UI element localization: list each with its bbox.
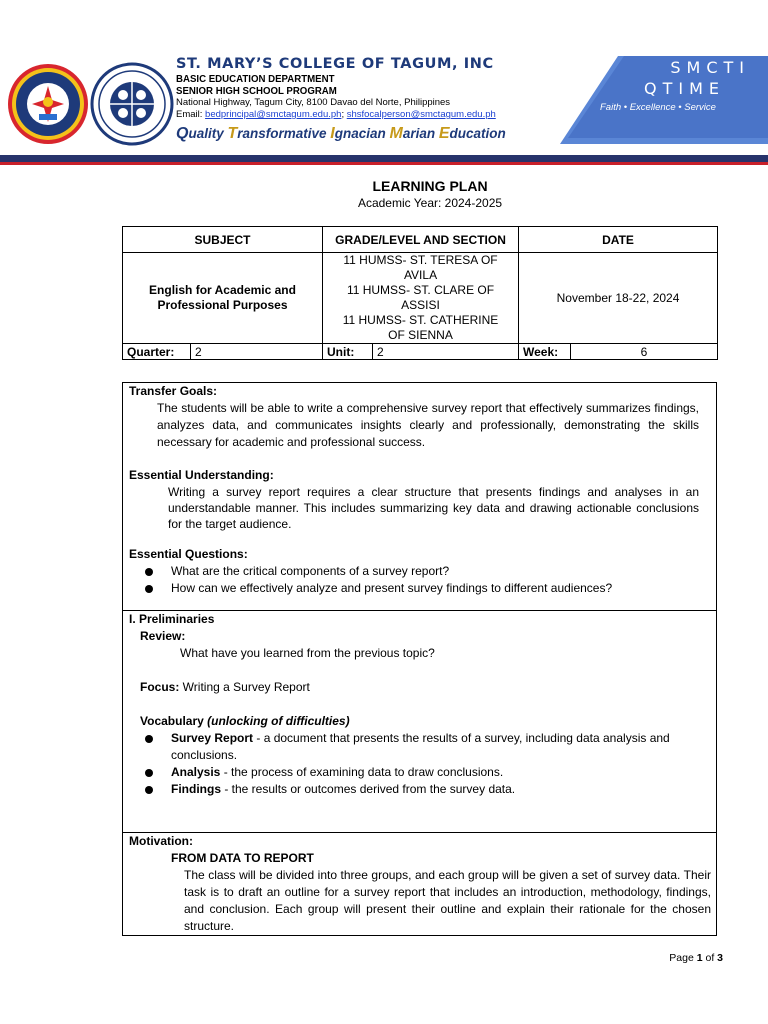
motto-word: uality <box>188 126 228 141</box>
motto-initial-m: M <box>389 125 403 142</box>
department-seal-logo <box>90 62 174 146</box>
email-separator: ; <box>341 109 347 120</box>
date-header: DATE <box>519 227 718 253</box>
motto-word: ducation <box>449 126 506 141</box>
email-link-focal[interactable]: shsfocalperson@smctagum.edu.ph <box>346 109 496 120</box>
motivation-heading: Motivation: <box>129 834 193 848</box>
section-line: 11 HUMSS- ST. CATHERINE <box>342 313 499 327</box>
subject-line: English for Academic and <box>149 283 296 297</box>
school-address: National Highway, Tagum City, 8100 Davao del Norte, Philippines <box>176 97 451 108</box>
smcti-banner <box>590 58 768 113</box>
banner-line2: QTIME <box>644 79 725 98</box>
info-table <box>122 226 718 360</box>
vocabulary-term: Analysis <box>171 765 221 779</box>
header-divider-blue <box>0 155 768 162</box>
essential-understanding-text: Writing a survey report requires a clear structure that presents findings and analyses in an understandable manner. This includes summarizing key data and drawing actionable conclusions for the target audience. <box>168 485 699 531</box>
program-name: SENIOR HIGH SCHOOL PROGRAM <box>176 85 337 97</box>
review-text: What have you learned from the previous topic? <box>180 646 435 660</box>
goals-section <box>122 382 717 611</box>
week-value: 6 <box>571 344 718 360</box>
vocabulary-definition: - the process of examining data to draw conclusions. <box>220 765 504 779</box>
banner-tagline: Faith • Excellence • Service <box>600 102 716 113</box>
unit-label: Unit: <box>323 344 373 360</box>
essential-understanding-heading: Essential Understanding: <box>129 468 274 482</box>
transfer-goals-heading: Transfer Goals: <box>129 384 218 398</box>
school-name: ST. MARY’S COLLEGE OF TAGUM, INC <box>176 56 494 72</box>
section-line: OF SIENNA <box>388 328 453 342</box>
preliminaries-section <box>122 611 717 833</box>
motto-word: arian <box>402 126 439 141</box>
page-number <box>669 952 723 964</box>
section-line: AVILA <box>403 268 438 282</box>
subject-line: Professional Purposes <box>157 298 288 312</box>
page-label: Page <box>669 952 697 964</box>
email-line <box>176 109 566 121</box>
vocabulary-note: (unlocking of difficulties) <box>207 714 350 728</box>
quarter-value: 2 <box>191 344 323 360</box>
preliminaries-heading: I. Preliminaries <box>129 612 215 626</box>
grade-header: GRADE/LEVEL AND SECTION <box>323 227 519 253</box>
motto-initial-i: I <box>330 125 335 142</box>
essential-questions-heading: Essential Questions: <box>129 547 248 561</box>
list-item: How can we effectively analyze and present survey findings to different audiences? <box>123 580 706 597</box>
motto-initial-t: T <box>227 125 238 142</box>
vocabulary-list <box>123 730 716 798</box>
quarter-label: Quarter: <box>123 344 191 360</box>
section-line: ASSISI <box>401 298 440 312</box>
page-current: 1 <box>696 952 703 964</box>
header-divider-red <box>0 162 768 165</box>
motivation-text: The class will be divided into three groups, and each group will be given a set of survey data. Their task is to draft an outline for a survey report that includes an introduction, methodology, findings, and conclusion. Each group will present their outline and explain their rationale for the chosen structure. <box>184 868 711 933</box>
motivation-activity-title: FROM DATA TO REPORT <box>171 851 314 865</box>
vocabulary-item <box>123 730 696 764</box>
focus-text: Writing a Survey Report <box>179 680 310 694</box>
vocabulary-item <box>123 764 696 781</box>
academic-year: Academic Year: 2024-2025 <box>357 196 503 210</box>
vocabulary-item <box>123 781 696 798</box>
vocabulary-definition: - a document that presents the results of a survey, including data analysis and conclusions. <box>171 731 670 762</box>
page-of-label: of <box>702 952 718 964</box>
date-cell: November 18-22, 2024 <box>519 253 718 344</box>
transfer-goals-text: The students will be able to write a comprehensive survey report that effectively summarizes findings, analyzes data, and communicates insights clearly and professionally, demonstrating the skills necessary for academic and professional success. <box>157 401 699 449</box>
banner-line1: SMCTI <box>670 58 750 77</box>
email-link-principal[interactable]: bedprincipal@smctagum.edu.ph <box>205 109 342 120</box>
school-motto <box>176 125 566 143</box>
subject-header: SUBJECT <box>123 227 323 253</box>
subject-cell <box>123 253 323 344</box>
email-label: Email: <box>176 109 206 120</box>
week-label: Week: <box>519 344 571 360</box>
motivation-section <box>122 833 717 936</box>
focus-label: Focus: <box>140 680 180 694</box>
unit-value: 2 <box>373 344 519 360</box>
department-name: BASIC EDUCATION DEPARTMENT <box>176 73 335 85</box>
vocabulary-heading <box>123 713 716 730</box>
vocabulary-label: Vocabulary <box>140 714 208 728</box>
vocabulary-term: Findings <box>171 782 221 796</box>
vocabulary-definition: - the results or outcomes derived from the survey data. <box>221 782 516 796</box>
page-total: 3 <box>717 952 723 964</box>
page-title: LEARNING PLAN <box>372 178 488 194</box>
motto-initial-q: Q <box>176 125 189 142</box>
review-label: Review: <box>140 629 186 643</box>
sections-cell <box>323 253 519 344</box>
motto-initial-e: E <box>438 125 450 142</box>
school-seal-logo <box>6 62 90 146</box>
motto-word: gnacian <box>334 126 390 141</box>
focus-line <box>123 679 716 696</box>
list-item: What are the critical components of a survey report? <box>123 563 706 580</box>
motto-word: ransformative <box>237 126 331 141</box>
section-line: 11 HUMSS- ST. CLARE OF <box>346 283 495 297</box>
section-line: 11 HUMSS- ST. TERESA OF <box>343 253 498 267</box>
essential-questions-list <box>123 563 716 597</box>
vocabulary-term: Survey Report <box>171 731 254 745</box>
school-header <box>176 55 566 143</box>
